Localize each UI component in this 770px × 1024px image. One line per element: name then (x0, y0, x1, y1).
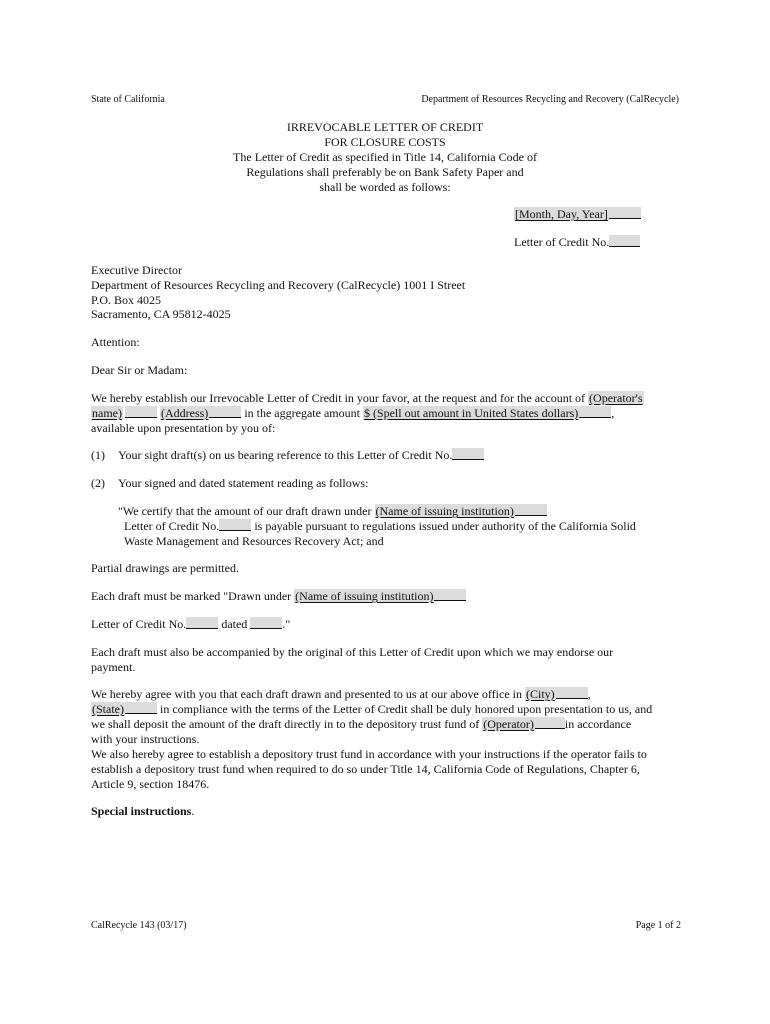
agree-text: We hereby agree with you that each draft drawn and presented to us at our above office in (91, 687, 522, 701)
para1-text: We hereby establish our Irrevocable Letter of Credit in your favor, at the request and for the account of (91, 391, 586, 405)
amount-blank[interactable] (579, 406, 611, 418)
instruction-line-2: Regulations shall preferably be on Bank Safety Paper and (246, 165, 524, 179)
quote-payable-text: is payable pursuant to regulations issued under authority of the California Solid (254, 519, 636, 533)
item-1 (118, 448, 484, 463)
accompany-line-1: Each draft must also be accompanied by the original of this Letter of Credit upon which we may endorse our (91, 645, 614, 659)
date-field[interactable]: [Month, Day, Year] (515, 207, 608, 221)
attention-line: Attention: (91, 335, 140, 349)
instruction-line-3: shall be worded as follows: (319, 180, 451, 194)
loc-number-label: Letter of Credit No. (514, 235, 610, 249)
operator-blank[interactable] (125, 406, 157, 418)
item-1-text: Your sight draft(s) on us bearing reference to this Letter of Credit No. (118, 448, 453, 462)
accompany-line-2: payment. (91, 660, 136, 674)
also-line-3: Article 9, section 18476. (91, 777, 210, 791)
item-2-text: Your signed and dated statement reading as follows: (118, 476, 369, 490)
partial-drawings: Partial drawings are permitted. (91, 561, 239, 575)
instruction-line-1: The Letter of Credit as specified in Title 14, California Code of (233, 150, 537, 164)
dated-blank[interactable] (250, 617, 282, 629)
loc-number-blank[interactable] (609, 235, 640, 247)
salutation: Dear Sir or Madam: (91, 363, 188, 377)
special-instructions (91, 804, 194, 819)
marked-line (91, 589, 466, 604)
institution-field[interactable]: (Name of issuing institution) (375, 504, 514, 518)
institution-blank[interactable] (515, 504, 547, 516)
operator-trust-blank[interactable] (535, 717, 565, 729)
address-blank[interactable] (209, 406, 241, 418)
footer-form-number: CalRecycle 143 (03/17) (91, 920, 187, 931)
also-line-1: We also hereby agree to establish a depository trust fund in accordance with your instructions if the operator fails to (91, 747, 647, 761)
doc-subtitle: FOR CLOSURE COSTS (324, 135, 446, 149)
state-blank[interactable] (125, 702, 157, 714)
para1-aggregate-text: in the aggregate amount (244, 406, 360, 420)
special-instructions-period: . (191, 804, 195, 818)
agree-comma: , (587, 687, 591, 701)
quote-line-3: Waste Management and Resources Recovery Act; and (124, 534, 384, 548)
address-line-4: Sacramento, CA 95812-4025 (91, 307, 231, 321)
marked-text: Each draft must be marked "Drawn under (91, 589, 292, 603)
date-line (514, 207, 641, 222)
state-field[interactable]: (State) (92, 702, 124, 716)
marked-institution-blank[interactable] (434, 589, 466, 601)
agree-deposit-text: we shall deposit the amount of the draft directly in to the depository trust fund of (91, 717, 480, 731)
address-line-2: Department of Resources Recycling and Recovery (CalRecycle) 1001 I Street (91, 278, 466, 292)
para1-line-2 (91, 406, 614, 421)
address-field[interactable]: (Address) (160, 406, 209, 420)
agree-accordance-text: in accordance (564, 717, 632, 731)
also-line-2: establish a depository trust fund when required to do so under Title 14, California Code of Regulations, Chapter 6, (91, 762, 640, 776)
date-blank[interactable] (609, 207, 641, 219)
loc-number-line (514, 235, 640, 250)
agree-line-3 (91, 717, 631, 732)
item-2-number: (2) (91, 476, 105, 490)
para1-line-3: available upon presentation by you of: (91, 421, 276, 435)
dated-loc-label: Letter of Credit No. (91, 617, 187, 631)
dated-close-quote: ." (282, 617, 291, 631)
agree-line-4: with your instructions. (91, 732, 200, 746)
item-1-blank[interactable] (452, 448, 484, 460)
dated-line (91, 617, 290, 632)
header-right: Department of Resources Recycling and Recovery (CalRecycle) (421, 94, 679, 105)
para1-line-1 (91, 391, 644, 406)
address-line-1: Executive Director (91, 263, 182, 277)
footer-page-number: Page 1 of 2 (635, 920, 681, 931)
agree-line-2 (91, 702, 652, 717)
quote-loc-label: Letter of Credit No. (124, 519, 220, 533)
para1-comma: , (611, 406, 615, 420)
quote-line-1 (118, 504, 547, 519)
operator-name-field[interactable]: (Operator's (589, 391, 643, 405)
operator-name-field-cont[interactable]: name) (92, 406, 122, 420)
address-line-3: P.O. Box 4025 (91, 293, 162, 307)
operator-field[interactable]: (Operator) (483, 717, 534, 731)
dated-loc-blank[interactable] (186, 617, 218, 629)
quote-text: "We certify that the amount of our draft drawn under (118, 504, 372, 518)
doc-title: IRREVOCABLE LETTER OF CREDIT (286, 120, 484, 134)
agree-compliance-text: in compliance with the terms of the Letter of Credit shall be duly honored upon presentation to us, and (160, 702, 653, 716)
agree-line-1 (91, 687, 591, 702)
city-field[interactable]: (City) (525, 687, 555, 701)
special-instructions-label: Special instructions (91, 804, 192, 818)
dated-label: dated (221, 617, 248, 631)
quote-loc-blank[interactable] (219, 519, 251, 531)
item-1-number: (1) (91, 448, 105, 462)
city-blank[interactable] (556, 687, 588, 699)
marked-institution-field[interactable]: (Name of issuing institution) (295, 589, 434, 603)
header-left: State of California (91, 94, 165, 105)
amount-field[interactable]: $ (Spell out amount in United States dollars) (363, 406, 579, 420)
quote-line-2 (124, 519, 636, 534)
